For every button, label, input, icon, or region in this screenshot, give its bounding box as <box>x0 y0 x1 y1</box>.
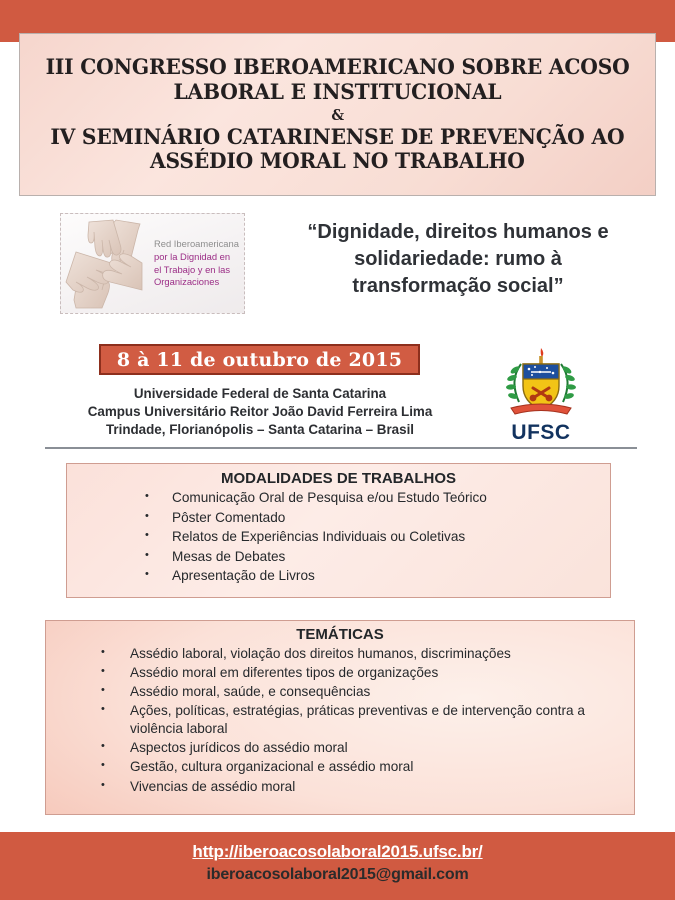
event-slogan <box>258 219 658 299</box>
title-ampersand: & <box>331 106 344 125</box>
title-box <box>19 33 656 196</box>
list-item: • Mesas de Debates <box>145 548 610 566</box>
venue-line-1: Universidade Federal de Santa Catarina <box>133 386 387 401</box>
website-link[interactable]: http://iberoacosolaboral2015.ufsc.br/ <box>192 842 483 861</box>
list-item: • Assédio laboral, violação dos direitos humanos, discriminações <box>101 645 634 663</box>
modalidades-title: MODALIDADES DE TRABALHOS <box>221 470 456 487</box>
tematicas-title: TEMÁTICAS <box>296 626 384 643</box>
list-item: • Comunicação Oral de Pesquisa e/ou Estudo Teórico <box>145 489 610 507</box>
event-date-banner: 8 à 11 de outubro de 2015 <box>99 344 420 375</box>
title-line-3: IV SEMINÁRIO CATARINENSE DE PREVENÇÃO AO <box>50 124 625 150</box>
venue-line-3: Trindade, Florianópolis – Santa Catarina – Brasil <box>105 421 415 437</box>
title-line-4: ASSÉDIO MORAL NO TRABALHO <box>150 149 525 175</box>
section-divider <box>45 447 637 449</box>
slogan-line-2: solidariedade: rumo à <box>354 247 562 270</box>
venue-line-2: Campus Universitário Reitor João David Ferreira Lima <box>87 403 433 419</box>
list-item: • Assédio moral em diferentes tipos de organizações <box>101 664 634 682</box>
logo-inner <box>64 217 241 310</box>
venue-block <box>40 385 480 438</box>
logo-text-line-2: por la Dignidad en <box>154 250 231 262</box>
red-iberoamericana-logo <box>60 213 245 314</box>
list-item: • Assédio moral, saúde, e consequências <box>101 683 634 701</box>
logo-text <box>150 238 241 289</box>
title-line-1: III CONGRESSO IBEROAMERICANO SOBRE ACOSO <box>45 55 630 80</box>
ufsc-acronym: UFSC <box>511 421 571 444</box>
contact-email[interactable]: iberoacosolaboral2015@gmail.com <box>206 866 469 883</box>
list-item: • Apresentação de Livros <box>145 567 610 585</box>
modalidades-panel <box>66 463 611 598</box>
list-item: • Relatos de Experiências Individuais ou Coletivas <box>145 528 610 546</box>
list-item: • Aspectos jurídicos do assédio moral <box>101 739 634 757</box>
title-line-2: LABORAL E INSTITUCIONAL <box>173 79 502 105</box>
ufsc-logo <box>495 346 587 442</box>
list-item: • Pôster Comentado <box>145 509 610 527</box>
logo-text-line-1: Red Iberoamericana <box>154 237 239 249</box>
list-item: • Vivencias de assédio moral <box>101 778 634 796</box>
joined-hands-icon <box>64 218 150 310</box>
slogan-line-1: “Dignidade, direitos humanos e <box>307 221 609 243</box>
ufsc-crest-icon <box>495 346 587 418</box>
modalidades-list <box>145 489 610 585</box>
tematicas-panel <box>45 620 635 815</box>
logo-text-line-3: el Trabajo y en las <box>154 263 231 275</box>
tematicas-list <box>101 645 634 796</box>
list-item: • Gestão, cultura organizacional e assédio moral <box>101 758 634 776</box>
logo-text-line-4: Organizaciones <box>154 276 220 288</box>
slogan-line-3: transformação social” <box>352 274 564 297</box>
list-item: • Ações, políticas, estratégias, práticas preventivas e de intervenção contra a violência laboral <box>101 702 634 738</box>
